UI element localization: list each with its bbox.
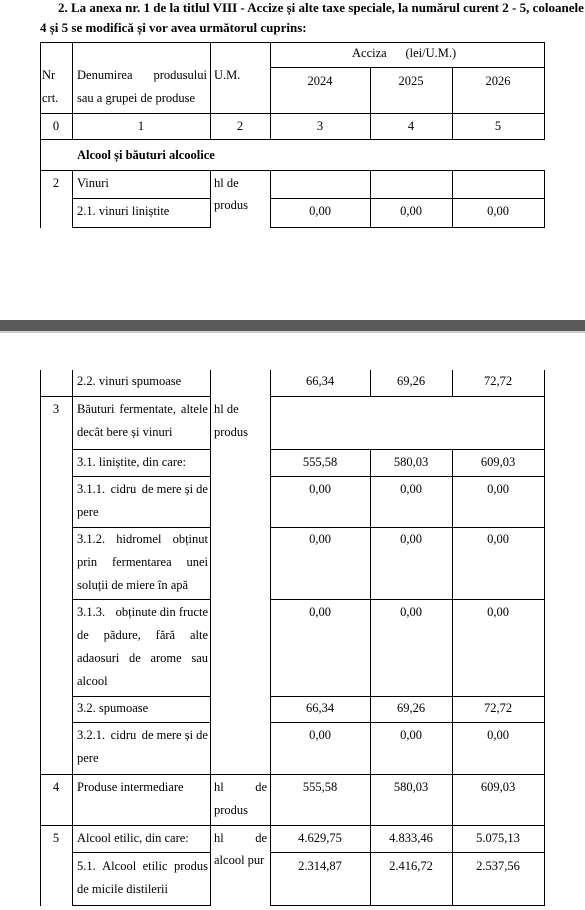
row-5-1-2024: 2.314,87 bbox=[298, 859, 342, 873]
row-3-2-name: 3.2. spumoase bbox=[77, 701, 149, 715]
row-3-1-2-name-line-1: 3.1.2. hidromel obținut bbox=[77, 532, 208, 546]
page-separator bbox=[0, 320, 585, 331]
table-rule bbox=[40, 113, 545, 114]
header-denumirea-line-2: sau a grupei de produse bbox=[77, 91, 196, 105]
row-3-1-1-2026: 0,00 bbox=[487, 482, 509, 496]
table-rule bbox=[270, 599, 545, 600]
row-3-1-3-name-line-2: de pădure, fără alte bbox=[77, 628, 208, 642]
row-3-2-2026: 72,72 bbox=[483, 701, 513, 715]
row-3-1-1-name-line-2: pere bbox=[77, 505, 99, 519]
heading-line-2: 4 și 5 se modifică și vor avea următorul cuprins: bbox=[40, 20, 307, 35]
table-rule bbox=[270, 905, 545, 906]
section-title: Alcool și băuturi alcoolice bbox=[77, 148, 215, 162]
row-3-um-line-1: hl de bbox=[214, 402, 239, 416]
row-3-1-2-2025: 0,00 bbox=[400, 532, 422, 546]
colnum-0: 0 bbox=[52, 119, 60, 133]
row-2-2-2025: 69,26 bbox=[396, 374, 426, 388]
table-rule bbox=[72, 599, 210, 600]
row-3-2-1-2026: 0,00 bbox=[487, 728, 509, 742]
row-4-2025: 580,03 bbox=[393, 780, 429, 794]
row-3-2-1-name-line-1: 3.2.1. cidru de mere și de bbox=[77, 728, 208, 742]
table-rule bbox=[270, 67, 545, 68]
table-rule bbox=[270, 227, 545, 228]
table-rule bbox=[72, 227, 210, 228]
table-rule bbox=[72, 449, 210, 450]
row-3-nr: 3 bbox=[52, 402, 60, 416]
row-5-1-2026: 2.537,56 bbox=[476, 859, 520, 873]
table-rule bbox=[544, 42, 545, 139]
table-rule bbox=[270, 852, 545, 853]
table-rule bbox=[210, 370, 211, 906]
table-rule bbox=[40, 396, 72, 397]
table-rule bbox=[270, 476, 545, 477]
colnum-5: 5 bbox=[494, 119, 502, 133]
table-rule bbox=[544, 370, 545, 906]
row-2-2-2024: 66,34 bbox=[305, 374, 335, 388]
row-3-1-2024: 555,58 bbox=[302, 455, 338, 469]
table-rule bbox=[544, 170, 545, 228]
colnum-4: 4 bbox=[407, 119, 415, 133]
row-3-1-2-2024: 0,00 bbox=[309, 532, 331, 546]
row-5-name: Alcool etilic, din care: bbox=[77, 831, 189, 845]
row-3-2-1-name-line-2: pere bbox=[77, 751, 99, 765]
row-3-1-2-name-line-2: prin fermentarea unei bbox=[77, 555, 208, 569]
row-3-2-1-2025: 0,00 bbox=[400, 728, 422, 742]
row-2-1-2025: 0,00 bbox=[400, 204, 422, 218]
table-rule bbox=[270, 198, 545, 199]
row-3-2-2025: 69,26 bbox=[396, 701, 426, 715]
row-5-1-name-line-1: 5.1. Alcool etilic produs bbox=[77, 859, 208, 873]
header-year-2024: 2024 bbox=[307, 74, 333, 88]
row-3-1-2-name-line-3: soluții de miere în apă bbox=[77, 578, 189, 592]
row-5-2026: 5.075,13 bbox=[476, 831, 520, 845]
row-3-1-2025: 580,03 bbox=[393, 455, 429, 469]
table-rule bbox=[72, 198, 210, 199]
header-nr: Nr bbox=[42, 68, 56, 82]
row-4-2026: 609,03 bbox=[480, 780, 516, 794]
table-rule bbox=[72, 476, 210, 477]
row-2-2-name: 2.2. vinuri spumoase bbox=[77, 374, 182, 388]
heading-line-1: 2. La anexa nr. 1 de la titlul VIII - Accize și alte taxe speciale, la numărul curent 2 - 5, coloanele bbox=[58, 0, 584, 15]
header-year-2025: 2025 bbox=[398, 74, 424, 88]
row-3-name-line-2: decât bere și vinuri bbox=[77, 425, 173, 439]
row-2-2-2026: 72,72 bbox=[483, 374, 513, 388]
table-rule bbox=[40, 139, 545, 140]
header-um: U.M. bbox=[214, 68, 241, 82]
row-3-name-line-1: Băuturi fermentate, altele bbox=[77, 402, 208, 416]
table-rule bbox=[270, 449, 545, 450]
row-4-name: Produse intermediare bbox=[77, 780, 184, 794]
header-crt: crt. bbox=[42, 91, 59, 105]
row-5-um-line-1: hl de bbox=[214, 831, 267, 845]
table-rule bbox=[72, 370, 73, 906]
row-2-nr: 2 bbox=[52, 176, 60, 190]
table-rule bbox=[72, 722, 210, 723]
colnum-1: 1 bbox=[137, 119, 145, 133]
row-2-1-name: 2.1. vinuri liniștite bbox=[77, 204, 170, 218]
header-denumirea: Denumirea produsului bbox=[77, 68, 207, 82]
row-5-um-line-2: alcool pur bbox=[214, 853, 265, 867]
row-5-1-name-line-2: de micile distilerii bbox=[77, 882, 168, 896]
table-rule bbox=[210, 170, 211, 228]
row-3-1-3-2024: 0,00 bbox=[309, 605, 331, 619]
row-2-1-2024: 0,00 bbox=[309, 204, 331, 218]
row-3-1-3-name-line-1: 3.1.3. obținute din fructe bbox=[77, 605, 208, 619]
table-rule bbox=[270, 722, 545, 723]
table-rule bbox=[72, 170, 73, 228]
row-3-2-1-2024: 0,00 bbox=[309, 728, 331, 742]
row-2-um-line-2: produs bbox=[214, 198, 249, 212]
row-3-um-line-2: produs bbox=[214, 425, 249, 439]
row-5-2024: 4.629,75 bbox=[298, 831, 342, 845]
row-3-1-1-2024: 0,00 bbox=[309, 482, 331, 496]
row-2-name: Vinuri bbox=[77, 176, 109, 190]
row-5-1-2025: 2.416,72 bbox=[389, 859, 433, 873]
row-3-1-3-name-line-3: adaosuri de arome sau bbox=[77, 651, 208, 665]
row-5-2025: 4.833,46 bbox=[389, 831, 433, 845]
row-3-1-name: 3.1. liniștite, din care: bbox=[77, 455, 187, 469]
table-rule bbox=[72, 905, 210, 906]
table-rule bbox=[40, 42, 545, 43]
page-separator-edge bbox=[0, 331, 585, 333]
colnum-2: 2 bbox=[236, 119, 244, 133]
row-3-1-3-name-line-4: alcool bbox=[77, 674, 108, 688]
colnum-3: 3 bbox=[316, 119, 324, 133]
row-3-1-2-2026: 0,00 bbox=[487, 532, 509, 546]
row-3-1-3-2026: 0,00 bbox=[487, 605, 509, 619]
row-4-2024: 555,58 bbox=[302, 780, 338, 794]
table-rule bbox=[270, 396, 545, 397]
row-2-um-line-1: hl de bbox=[214, 176, 239, 190]
row-4-nr: 4 bbox=[52, 780, 60, 794]
row-2-1-2026: 0,00 bbox=[487, 204, 509, 218]
row-3-1-1-name-line-1: 3.1.1. cidru de mere și de bbox=[77, 482, 208, 496]
row-3-1-3-2025: 0,00 bbox=[400, 605, 422, 619]
table-rule bbox=[72, 852, 210, 853]
table-rule bbox=[72, 396, 210, 397]
row-4-um-line-1: hl de bbox=[214, 780, 267, 794]
row-3-1-2026: 609,03 bbox=[480, 455, 516, 469]
table-rule bbox=[40, 774, 545, 775]
table-rule bbox=[40, 825, 545, 826]
row-5-nr: 5 bbox=[52, 831, 60, 845]
header-year-2026: 2026 bbox=[485, 74, 511, 88]
table-rule bbox=[40, 370, 41, 906]
table-rule bbox=[40, 170, 545, 171]
header-acciza: Acciza (lei/U.M.) bbox=[352, 46, 457, 60]
row-4-um-line-2: produs bbox=[214, 803, 249, 817]
row-3-2-2024: 66,34 bbox=[305, 701, 335, 715]
row-3-1-1-2025: 0,00 bbox=[400, 482, 422, 496]
